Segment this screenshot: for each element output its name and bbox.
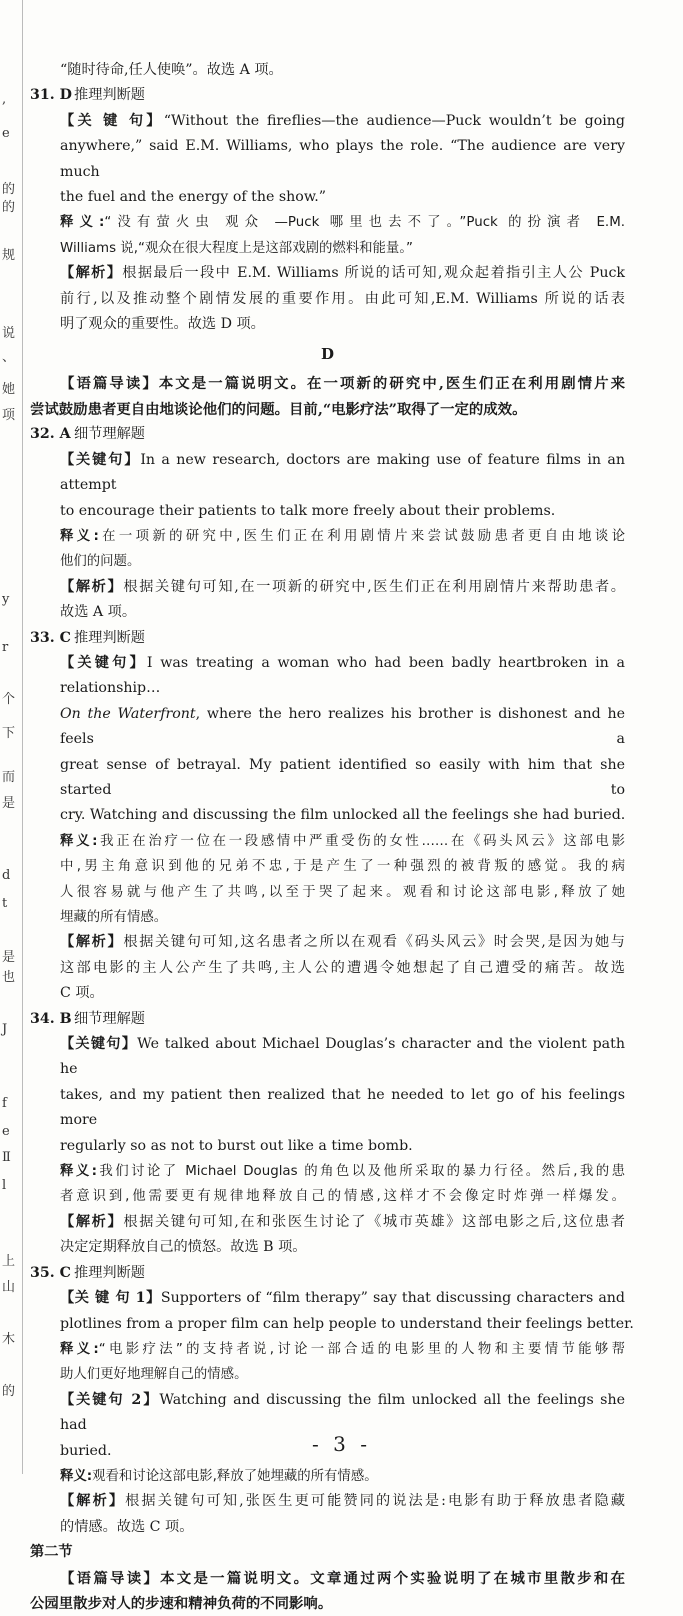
text-line <box>30 753 625 804</box>
line-text: 他们的问题。 <box>60 554 141 570</box>
question-header <box>30 626 625 651</box>
line-text: the fuel and the energy of the show.” <box>60 189 327 206</box>
passage-guide-line <box>30 397 625 422</box>
text-line <box>30 287 625 312</box>
line-text: “电影疗法”的支持者说,讨论一部合适的电影里的人物和主要情节能够帮 <box>98 1341 625 1357</box>
question-header <box>30 83 625 108</box>
line-label: 【解析】 <box>60 265 123 282</box>
margin-fragment: r <box>2 640 9 655</box>
line-text: Watching and discussing the film unlocked all the feelings she had <box>60 1391 625 1434</box>
margin-fragment: 的 <box>2 1384 16 1399</box>
passage-guide-line <box>30 1591 625 1616</box>
line-text: 观看和讨论这部电影,释放了她埋藏的所有情感。 <box>92 1468 378 1484</box>
passage-guide-line <box>30 371 625 396</box>
line-text: takes, and my patient then realized that he needed to let go of his feelings more <box>60 1086 625 1129</box>
text-line <box>30 702 625 753</box>
question-type: 推理判断题 <box>74 87 145 104</box>
line-label: 【关键句 2】 <box>60 1391 160 1408</box>
line-label: 【解析】 <box>60 1493 126 1510</box>
question-type: 细节理解题 <box>74 426 145 443</box>
line-label: 【语篇导读】 <box>60 375 159 393</box>
line-text: 根据关键句可知,张医生更可能赞同的说法是:电影有助于释放患者隐藏 <box>125 1493 625 1510</box>
question-type: 推理判断题 <box>74 1264 145 1281</box>
text-line <box>30 261 625 286</box>
text-line <box>30 1210 625 1235</box>
line-label: 【关 键 句】 <box>60 112 164 129</box>
margin-fragment: 是 <box>2 950 16 965</box>
text-line <box>30 1362 625 1387</box>
line-label: 【语篇导读】 <box>60 1569 161 1587</box>
margin-fragment: 也 <box>2 970 16 985</box>
text-line <box>30 236 625 261</box>
margin-fragment: 她 <box>2 382 16 397</box>
question-number-answer: 32. A <box>30 426 71 443</box>
text-line <box>30 1515 625 1540</box>
line-text: C 项。 <box>60 985 104 1002</box>
margin-fragment: t <box>2 896 8 911</box>
question-number-answer: 35. C <box>30 1264 71 1281</box>
page-number: - 3 - <box>312 1432 371 1456</box>
margin-fragment: 的 <box>2 182 16 197</box>
line-text: I was treating a woman who had been badly heartbroken in a relationship… <box>60 654 625 697</box>
text-line <box>30 185 625 210</box>
text-line <box>30 1159 625 1184</box>
margin-fragment: 规 <box>2 248 16 263</box>
line-text: 我们讨论了 Michael Douglas 的角色以及他所采取的暴力行径。然后,我的患 <box>97 1164 625 1180</box>
text-line <box>30 905 625 930</box>
line-label: 【解析】 <box>60 1213 124 1230</box>
line-text: 的情感。故选 C 项。 <box>60 1518 194 1535</box>
line-text: anywhere,” said E.M. Williams, who plays the role. “The audience are very much <box>60 138 625 180</box>
text-line <box>30 829 625 854</box>
margin-fragment: 下 <box>2 726 16 741</box>
text-line <box>30 499 625 524</box>
text-line <box>30 803 625 828</box>
text-line <box>30 1083 625 1134</box>
text-line <box>30 956 625 981</box>
line-text: 助人们更好地理解自己的情感。 <box>60 1367 248 1383</box>
question-number-answer: 34. B <box>30 1010 72 1027</box>
line-label: 【关键句】 <box>60 1036 138 1053</box>
answer-explanation-page <box>30 58 634 1616</box>
margin-fragment: d <box>2 868 11 883</box>
line-text: regularly so as not to burst out like a time bomb. <box>60 1137 413 1154</box>
text-line <box>30 549 625 574</box>
text-line <box>30 312 625 337</box>
text-line <box>30 651 625 702</box>
question-header <box>30 1261 625 1286</box>
question-type: 推理判断题 <box>74 629 145 646</box>
margin-fragment: 的 <box>2 200 16 215</box>
margin-fragment: 、 <box>2 350 16 365</box>
line-text: On the Waterfront, where the hero realizes his brother is dishonest and he feels a <box>60 705 626 748</box>
line-text: 根据最后一段中 E.M. Williams 所说的话可知,观众起着指引主人公 Puck <box>122 265 625 282</box>
line-text: 人很容易就与他产生了共鸣,以至于哭了起来。观看和讨论这部电影,释放了她 <box>60 884 625 900</box>
margin-fragment: 山 <box>2 1280 16 1295</box>
line-label: 释义: <box>60 528 99 544</box>
margin-fragment: 说 <box>2 326 16 341</box>
text-line <box>30 524 625 549</box>
line-text: plotlines from a proper film can help people to understand their feelings better. <box>60 1315 634 1332</box>
line-label: 【关键句】 <box>60 654 147 671</box>
text-line <box>30 981 625 1006</box>
margin-fragment: e <box>2 126 10 141</box>
line-text: 中,男主角意识到他的兄弟不忠,于是产生了一种强烈的被背叛的感觉。我的病 <box>60 859 625 875</box>
line-label: 释义: <box>60 1341 99 1357</box>
text-line <box>30 1286 625 1311</box>
question-number-answer: 31. D <box>30 87 72 104</box>
line-text: great sense of betrayal. My patient identified so easily with him that she started to <box>60 756 625 798</box>
question-header <box>30 1007 625 1032</box>
section-heading: D <box>320 345 334 364</box>
margin-fragment: 而 <box>2 770 16 785</box>
margin-fragment: 项 <box>2 408 16 423</box>
line-text: In a new research, doctors are making use of feature films in an attempt <box>60 451 625 494</box>
line-text: buried. <box>60 1442 112 1459</box>
text-line <box>30 1388 625 1439</box>
text-line <box>30 1337 625 1362</box>
line-text: 公园里散步对人的步速和精神负荷的不同影响。 <box>30 1594 333 1612</box>
line-text: 根据关键句可知,在一项新的研究中,医生们正在利用剧情片来帮助患者。 <box>123 578 625 595</box>
line-text: 故选 A 项。 <box>60 604 137 621</box>
line-label: 释义: <box>60 833 98 849</box>
binding-edge-fragments <box>0 0 23 1474</box>
question-number-answer: 33. C <box>30 629 71 646</box>
margin-fragment: , <box>2 92 7 107</box>
line-text: 者意识到,他需要更有规律地释放自己的情感,这样才不会像定时炸弹一样爆发。 <box>60 1189 625 1205</box>
margin-fragment: e <box>2 1124 10 1139</box>
margin-fragment: 上 <box>2 1254 16 1269</box>
text-line <box>30 1134 625 1159</box>
text-line <box>30 1032 625 1083</box>
text-line <box>30 134 625 185</box>
question-type: 细节理解题 <box>74 1010 145 1027</box>
line-text: 在一项新的研究中,医生们正在利用剧情片来尝试鼓励患者更自由地谈论 <box>98 528 625 544</box>
text-line <box>30 448 625 499</box>
line-text: 这部电影的主人公产生了共鸣,主人公的遭遇令她想起了自己遭受的痛苦。故选 <box>60 959 625 976</box>
text-line <box>30 854 625 879</box>
margin-fragment: f <box>2 1096 7 1111</box>
question-header <box>30 422 625 447</box>
line-label: 【解析】 <box>60 578 124 595</box>
passage-guide-line <box>30 1566 625 1591</box>
line-text: We talked about Michael Douglas’s character and the violent path he <box>60 1036 625 1078</box>
text-line <box>30 1184 625 1209</box>
line-text: 决定定期释放自己的愤怒。故选 B 项。 <box>60 1239 307 1256</box>
line-text: cry. Watching and discussing the film unlocked all the feelings she had buried. <box>60 807 626 824</box>
line-text: Williams 说,“观众在很大程度上是这部戏剧的燃料和能量。” <box>60 240 413 256</box>
margin-fragment: J <box>2 1022 8 1037</box>
text-line <box>30 109 625 134</box>
line-text: 根据关键句可知,这名患者之所以在观看《码头风云》时会哭,是因为她与 <box>123 934 625 951</box>
line-text: “随时待命,任人使唤”。故选 A 项。 <box>60 62 283 78</box>
margin-fragment: 是 <box>2 796 16 811</box>
margin-fragment: 个 <box>2 692 16 707</box>
margin-fragment: y <box>2 592 10 607</box>
line-text: 埋藏的所有情感。 <box>60 910 168 925</box>
line-text: 明了观众的重要性。故选 D 项。 <box>60 316 265 333</box>
line-label: 释义: <box>60 1164 97 1180</box>
text-line <box>30 1235 625 1260</box>
text-line <box>30 1489 625 1514</box>
line-label: 【解析】 <box>60 934 124 951</box>
line-text: 本文是一篇说明文。在一项新的研究中,医生们正在利用剧情片来 <box>158 375 625 393</box>
line-label: 释义: <box>60 215 105 231</box>
margin-fragment: l <box>2 1178 7 1193</box>
line-text: 本文是一篇说明文。文章通过两个实验说明了在城市里散步和在 <box>160 1569 625 1587</box>
margin-fragment: 木 <box>2 1332 16 1347</box>
text-line <box>30 58 625 83</box>
line-text: 我正在治疗一位在一段感情中严重受伤的女性……在《码头风云》这部电影 <box>97 833 626 849</box>
line-label: 【关 键 句 1】 <box>60 1290 161 1307</box>
text-line <box>30 575 625 600</box>
line-text: to encourage their patients to talk more freely about their problems. <box>60 502 556 519</box>
line-label: 【关键句】 <box>60 451 141 468</box>
text-line <box>30 880 625 905</box>
line-text: 前行,以及推动整个剧情发展的重要作用。由此可知,E.M. Williams 所说的话表 <box>60 290 625 307</box>
line-text: “没有萤火虫 观众 —Puck 哪里也去不了。”Puck 的扮演者 E.M. <box>104 215 625 231</box>
text-line <box>30 1312 634 1337</box>
line-label: 释义: <box>60 1468 93 1484</box>
text-line <box>30 930 625 955</box>
part-heading: 第二节 <box>30 1544 73 1561</box>
line-text: “Without the fireflies—the audience—Puck wouldn’t be going <box>163 112 625 129</box>
line-text: 根据关键句可知,在和张医生讨论了《城市英雄》这部电影之后,这位患者 <box>123 1213 625 1230</box>
text-line <box>30 1464 625 1489</box>
text-line <box>30 210 625 235</box>
line-text: Supporters of “film therapy” say that discussing characters and <box>160 1290 625 1307</box>
text-line <box>30 600 625 625</box>
line-text: 尝试鼓励患者更自由地谈论他们的问题。目前,“电影疗法”取得了一定的成效。 <box>30 400 527 418</box>
margin-fragment: Ⅱ <box>2 1150 11 1165</box>
